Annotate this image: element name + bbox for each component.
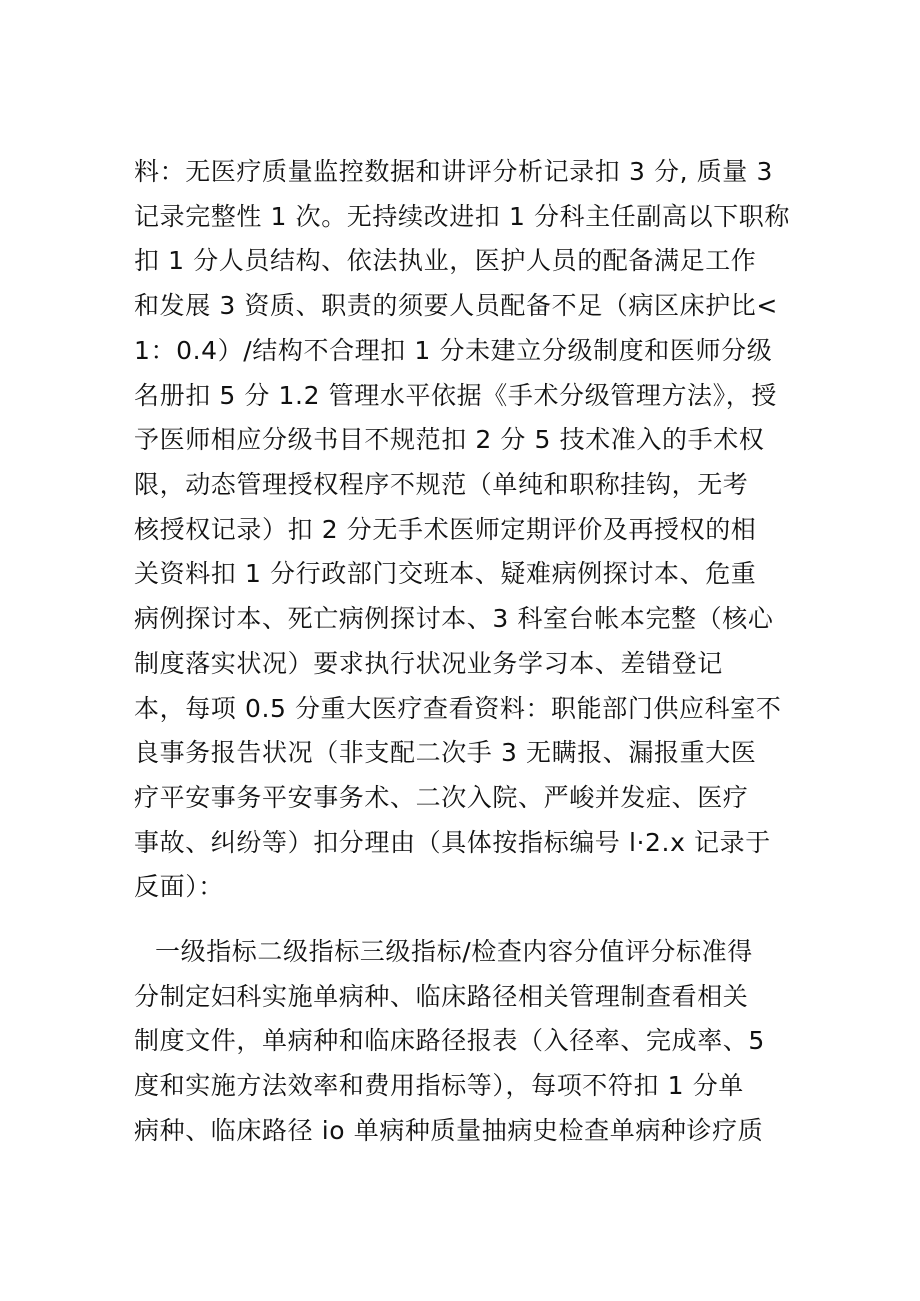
text-line: 限，动态管理授权程序不规范（单纯和职称挂钩，无考 — [134, 470, 749, 499]
text-line: 名册扣 5 分 1.2 管理水平依据《手术分级管理方法》，授 — [134, 381, 777, 410]
text-line: 核授权记录）扣 2 分无手术医师定期评价及再授权的相 — [134, 515, 757, 544]
text-line: 分制定妇科实施单病种、临床路径相关管理制查看相关 — [134, 982, 749, 1011]
text-line: 疗平安事务平安事务术、二次入院、严峻并发症、医疗 — [134, 783, 749, 812]
text-line: 1：0.4）/结构不合理扣 1 分未建立分级制度和医师分级 — [134, 336, 773, 365]
text-line: 病种、临床路径 io 单病种质量抽病史检查单病种诊疗质 — [134, 1116, 764, 1145]
text-line: 一级指标二级指标三级指标/检查内容分值评分标准得 — [155, 937, 753, 966]
text-line: 记录完整性 1 次。无持续改进扣 1 分科主任副高以下职称 — [134, 202, 791, 231]
text-line: 本，每项 0.5 分重大医疗查看资料：职能部门供应科室不 — [134, 694, 782, 723]
text-line: 扣 1 分人员结构、依法执业，医护人员的配备满足工作 — [134, 246, 757, 275]
text-line: 关资料扣 1 分行政部门交班本、疑难病例探讨本、危重 — [134, 559, 757, 588]
text-line: 予医师相应分级书目不规范扣 2 分 5 技术准入的手术权 — [134, 425, 765, 454]
text-line: 度和实施方法效率和费用指标等），每项不符扣 1 分单 — [134, 1071, 744, 1100]
text-line: 病例探讨本、死亡病例探讨本、3 科室台帐本完整（核心 — [134, 604, 774, 633]
text-line: 制度文件，单病种和临床路径报表（入径率、完成率、5 — [134, 1026, 765, 1055]
text-line: 良事务报告状况（非支配二次手 3 无瞒报、漏报重大医 — [134, 738, 757, 767]
text-line: 和发展 3 资质、职责的须要人员配备不足（病区床护比< — [134, 291, 778, 320]
text-line: 事故、纠纷等）扣分理由（具体按指标编号 l·2.x 记录于 — [134, 828, 771, 857]
text-line: 料：无医疗质量监控数据和讲评分析记录扣 3 分, 质量 3 — [134, 157, 773, 186]
text-line: 制度落实状况）要求执行状况业务学习本、差错登记 — [134, 649, 723, 678]
text-line: 反面）： — [134, 872, 224, 901]
